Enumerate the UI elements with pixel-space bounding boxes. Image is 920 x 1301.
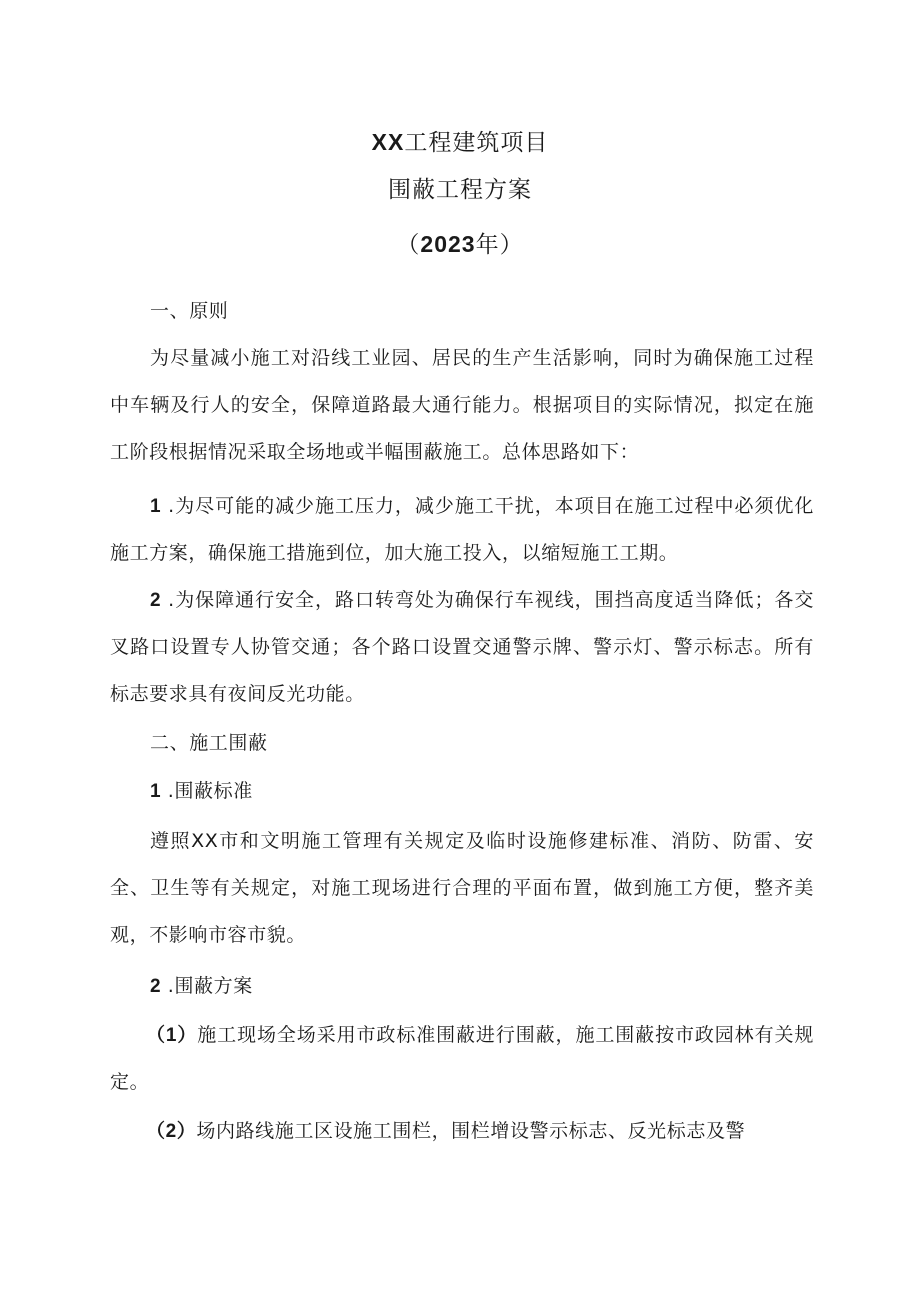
subsection-number: 2 bbox=[150, 976, 162, 997]
plan-item-1 bbox=[110, 1012, 814, 1106]
year-suffix: 年） bbox=[475, 232, 524, 258]
year-number: 2023 bbox=[420, 231, 476, 257]
section-heading-principles: 一、原则 bbox=[150, 300, 229, 322]
item-number: 1 bbox=[150, 496, 162, 517]
title-prefix: XX bbox=[371, 129, 405, 155]
item-text: .为保障通行安全，路口转弯处为确保行车视线，围挡高度适当降低；各交叉路口设置专人协管交通；各个路口设置交通警示牌、警示灯、警示标志。所有标志要求具有夜间反光功能。 bbox=[110, 589, 814, 705]
principles-item-1 bbox=[110, 483, 814, 577]
principles-item-2 bbox=[110, 577, 814, 718]
document-title-line-2: 围蔽工程方案 bbox=[388, 177, 532, 203]
subsection-heading-standard bbox=[150, 768, 253, 815]
subsection-number: 1 bbox=[150, 781, 162, 802]
plan-item-2 bbox=[110, 1108, 814, 1155]
subsection-title: .围蔽标准 bbox=[161, 780, 253, 802]
standard-paragraph: 遵照XX市和文明施工管理有关规定及临时设施修建标准、消防、防雷、安全、卫生等有关规定，对施工现场进行合理的平面布置，做到施工方便，整齐美观，不影响市容市貌。 bbox=[110, 830, 814, 946]
item-text: .为尽可能的减少施工压力，减少施工干扰，本项目在施工过程中必须优化施工方案，确保施工措施到位，加大施工投入，以缩短施工工期。 bbox=[110, 495, 814, 564]
subsection-heading-plan bbox=[150, 963, 253, 1010]
year-open-paren: （ bbox=[396, 232, 421, 258]
item-number: （1） bbox=[146, 1025, 198, 1046]
document-title-year bbox=[0, 228, 920, 261]
principles-intro-paragraph: 为尽量减小施工对沿线工业园、居民的生产生活影响，同时为确保施工过程中车辆及行人的安全，保障道路最大通行能力。根据项目的实际情况，拟定在施工阶段根据情况采取全场地或半幅围蔽施工。总体思路如下： bbox=[110, 347, 814, 463]
subsection-title: .围蔽方案 bbox=[161, 975, 253, 997]
item-number: （2） bbox=[146, 1121, 197, 1142]
item-text: 场内路线施工区设施工围栏，围栏增设警示标志、反光标志及警 bbox=[196, 1120, 746, 1142]
item-number: 2 bbox=[150, 590, 162, 611]
title-main: 工程建筑项目 bbox=[404, 130, 549, 156]
item-text: 施工现场全场采用市政标准围蔽进行围蔽，施工围蔽按市政园林有关规定。 bbox=[110, 1024, 814, 1093]
document-title-line-1 bbox=[0, 126, 920, 159]
section-heading-enclosure: 二、施工围蔽 bbox=[150, 732, 268, 754]
